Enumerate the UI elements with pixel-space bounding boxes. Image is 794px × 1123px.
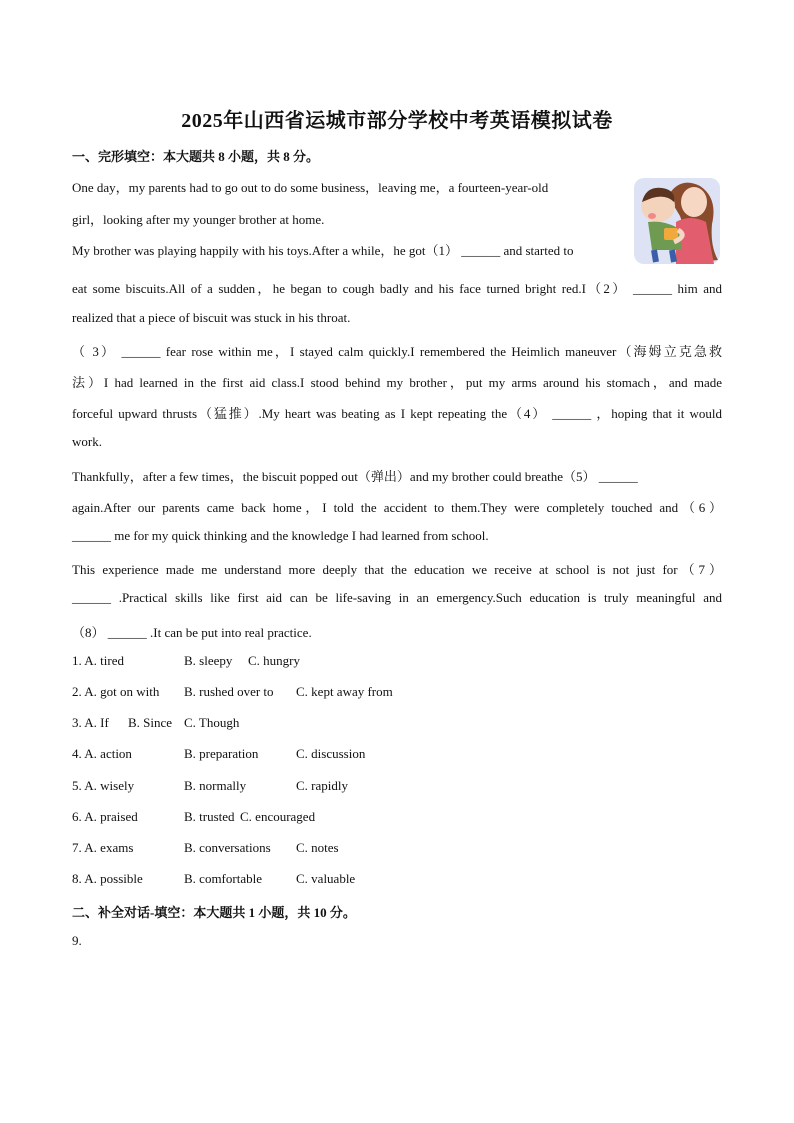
passage-line-4: eat some biscuits.All of a sudden，he began to cough badly and his face turned bright red.I（2） ______ him and [72, 281, 722, 296]
option-7-a: 7. A. exams [72, 840, 134, 855]
option-1-a: 1. A. tired [72, 653, 124, 668]
passage-line-2: girl，looking after my younger brother at home. [72, 212, 325, 227]
question-9-number: 9. [72, 933, 82, 948]
section-heading-cloze: 一、完形填空：本大题共 8 小题，共 8 分。 [72, 149, 320, 164]
passage-line-15: （8） ______ .It can be put into real practice. [72, 625, 312, 640]
option-8-a: 8. A. possible [72, 871, 143, 886]
option-5-b: B. normally [184, 778, 247, 793]
option-6-b: B. trusted [184, 809, 235, 824]
page-title: 2025年山西省运城市部分学校中考英语模拟试卷 [181, 110, 613, 132]
section-heading-dialogue: 二、补全对话-填空：本大题共 1 小题，共 10 分。 [72, 905, 356, 920]
passage-line-3: My brother was playing happily with his toys.After a while，he got（1） ______ and started to [72, 243, 574, 258]
passage-line-11: again.After our parents came back home，I told the accident to them.They were completely touched and（6） [72, 500, 722, 515]
option-8-c: C. valuable [296, 871, 356, 886]
option-5-a: 5. A. wisely [72, 778, 135, 793]
illustration-heimlich [628, 176, 722, 266]
passage-line-5: realized that a piece of biscuit was stuck in his throat. [72, 310, 351, 325]
option-3-a: 3. A. If [72, 715, 109, 730]
option-4-a: 4. A. action [72, 746, 132, 761]
passage-line-7: 法）I had learned in the first aid class.I stood behind my brother，put my arms around his stomach，and made [72, 375, 722, 390]
passage-line-1: One day，my parents had to go out to do some business，leaving me，a fourteen-year-old [72, 180, 549, 195]
passage-line-9: work. [72, 434, 102, 449]
option-4-c: C. discussion [296, 746, 366, 761]
option-1-b: B. sleepy [184, 653, 233, 668]
option-8-b: B. comfortable [184, 871, 262, 886]
passage-line-10: Thankfully，after a few times，the biscuit popped out（弹出）and my brother could breathe（5） ______ [72, 469, 638, 484]
option-2-a: 2. A. got on with [72, 684, 160, 699]
option-2-c: C. kept away from [296, 684, 393, 699]
option-3-c: C. Though [184, 715, 240, 730]
option-3-b: B. Since [128, 715, 173, 730]
passage-line-14: ______ .Practical skills like first aid can be life-saving in an emergency.Such education is truly meaningful and [72, 590, 722, 605]
option-2-b: B. rushed over to [184, 684, 274, 699]
option-7-c: C. notes [296, 840, 339, 855]
passage-line-6: （ 3） ______ fear rose within me，I stayed calm quickly.I remembered the Heimlich maneuver（海姆立克急救 [72, 344, 722, 359]
passage-line-8: forceful upward thrusts（猛推）.My heart was beating as I kept repeating the（4） ______ ，hoping that it would [72, 406, 722, 421]
option-7-b: B. conversations [184, 840, 271, 855]
option-5-c: C. rapidly [296, 778, 348, 793]
passage-line-13: This experience made me understand more deeply that the education we receive at school is not just for（7） [72, 562, 722, 577]
option-4-b: B. preparation [184, 746, 259, 761]
passage-line-12: ______ me for my quick thinking and the knowledge I had learned from school. [72, 528, 489, 543]
option-6-a: 6. A. praised [72, 809, 138, 824]
option-6-c: C. encouraged [240, 809, 316, 824]
option-1-c: C. hungry [248, 653, 300, 668]
